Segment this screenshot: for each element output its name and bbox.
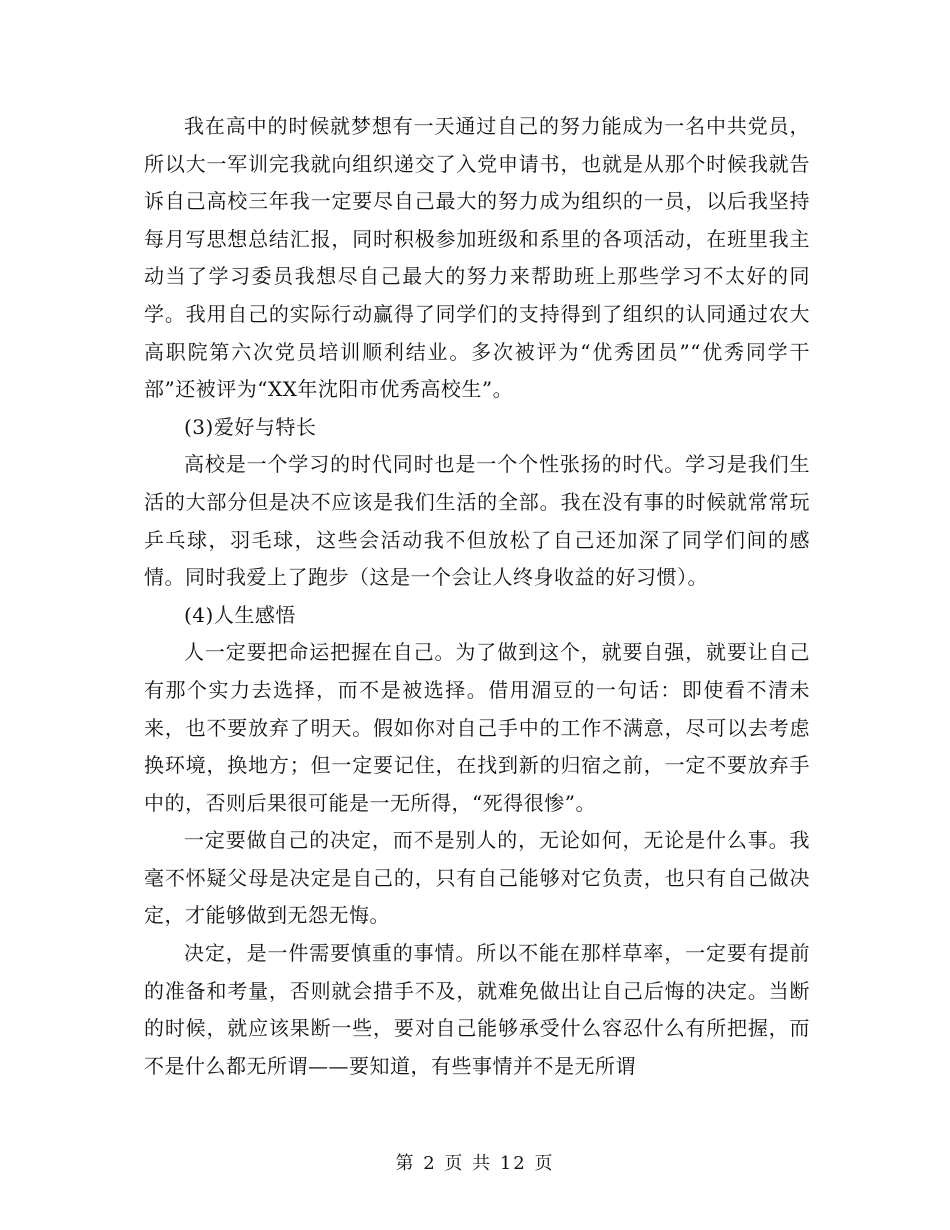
paragraph-party-membership: 我在高中的时候就梦想有一天通过自己的努力能成为一名中共党员，所以大一军训完我就向组织递交了入党申请书，也就是从那个时候我就告诉自己高校三年我一定要尽自己最大的努力成为组织的一员，以后我坚持每月写思想总结汇报，同时积极参加班级和系里的各项活动，在班里我主动当了学习委员我想尽自己最大的努力来帮助班上那些学习不太好的同学。我用自己的实际行动赢得了同学们的支持得到了组织的认同通过农大高职院第六次党员培训顺利结业。多次被评为“优秀团员”“优秀同学干部”还被评为“XX年沈阳市优秀高校生”。 (144, 114, 810, 402)
section-heading-life-insights: (4)人生感悟 (184, 602, 296, 627)
paragraph-careful-decision: 决定，是一件需要慎重的事情。所以不能在那样草率，一定要有提前的准备和考量，否则就会措手不及，就难免做出让自己后悔的决定。当断的时候，就应该果断一些，要对自己能够承受什么容忍什么有所把握，而不是什么都无所谓——要知道，有些事情并不是无所谓 (144, 941, 810, 1078)
document-body (144, 108, 810, 1085)
paragraph-hobbies: 高校是一个学习的时代同时也是一个个性张扬的时代。学习是我们生活的大部分但是决不应该是我们生活的全部。我在没有事的时候就常常玩乒乓球，羽毛球，这些会活动我不但放松了自己还加深了同学们间的感情。同时我爱上了跑步（这是一个会让人终身收益的好习惯）。 (144, 452, 810, 590)
paragraph-own-decision: 一定要做自己的决定，而不是别人的，无论如何，无论是什么事。我毫不怀疑父母是决定是自己的，只有自己能够对它负责，也只有自己做决定，才能够做到无怨无悔。 (144, 828, 810, 928)
page-number-footer: 第 2 页 共 12 页 (395, 1153, 555, 1174)
section-heading-hobbies: (3)爱好与特长 (184, 414, 317, 439)
paragraph-fate: 人一定要把命运把握在自己。为了做到这个，就要自强，就要让自己有那个实力去选择，而不是被选择。借用湄豆的一句话：即使看不清未来，也不要放弃了明天。假如你对自己手中的工作不满意，尽可以去考虑换环境，换地方；但一定要记住，在找到新的归宿之前，一定不要放弃手中的，否则后果很可能是一无所得，“死得很惨”。 (144, 640, 810, 815)
